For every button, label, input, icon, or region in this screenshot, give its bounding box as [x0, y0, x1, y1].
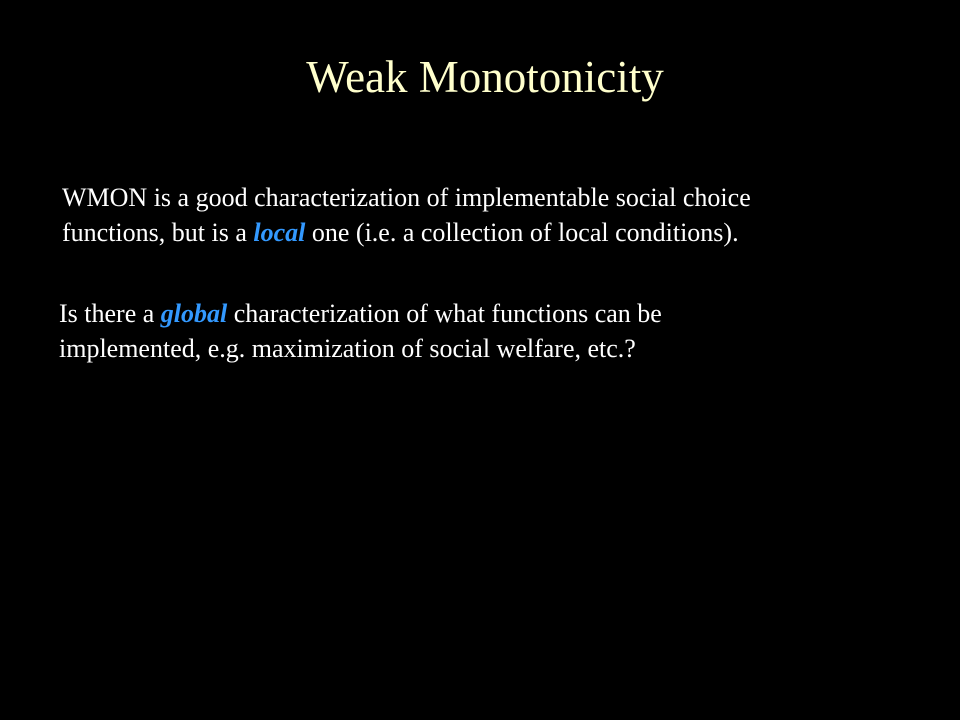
slide-title: Weak Monotonicity: [306, 52, 664, 102]
paragraph1-line2: [62, 215, 751, 250]
paragraph2-line1-before: Is there a: [59, 299, 161, 328]
paragraph-global-question: [59, 296, 662, 366]
emphasis-local: local: [253, 218, 306, 247]
paragraph1-line2-after: one (i.e. a collection of local conditions).: [305, 218, 739, 247]
paragraph1-line2-before: functions, but is a: [62, 218, 254, 247]
paragraph2-line1: [59, 296, 662, 331]
paragraph2-line2: implemented, e.g. maximization of social welfare, etc.?: [59, 334, 636, 363]
paragraph1-line1: WMON is a good characterization of implementable social choice: [62, 183, 751, 212]
emphasis-global: global: [160, 299, 228, 328]
paragraph2-line1-after: characterization of what functions can be: [227, 299, 662, 328]
paragraph-wmon-characterization: [62, 180, 751, 250]
